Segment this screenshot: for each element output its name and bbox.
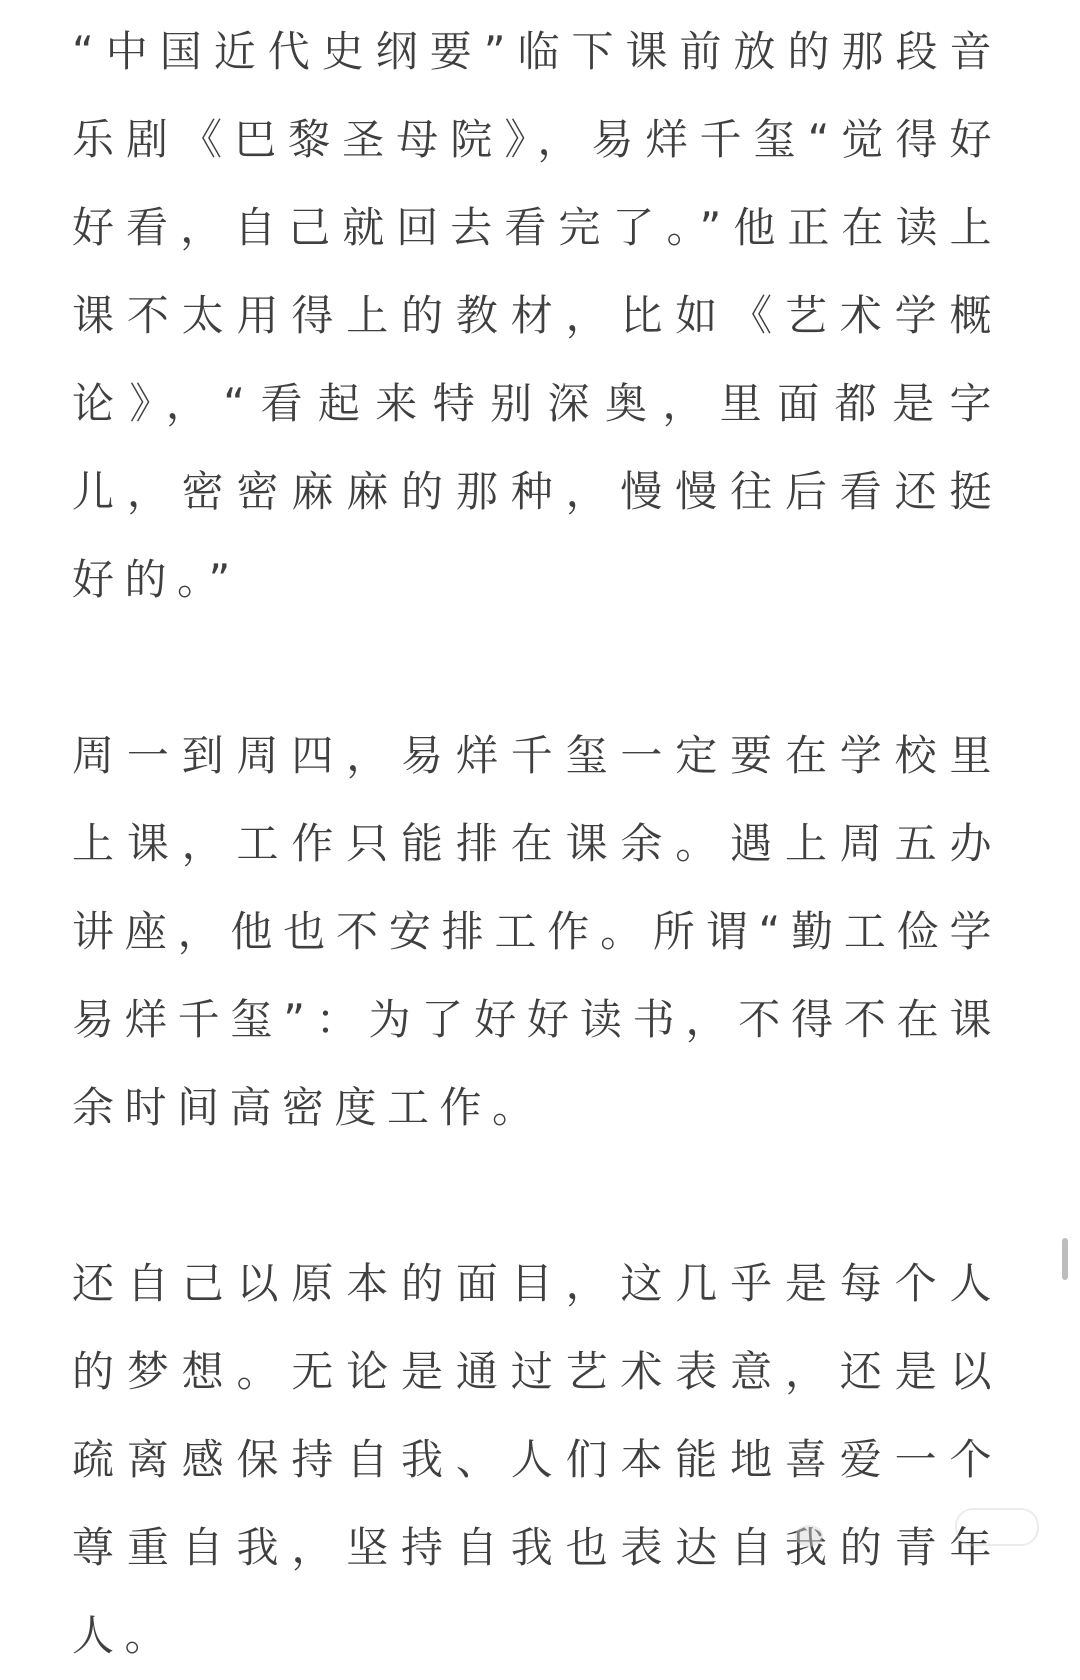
paragraph-1: “中国近代史纲要”临下课前放的那段音乐剧《巴黎圣母院》，易烊千玺“觉得好好看，自己就回去看完了。”他正在读上课不太用得上的教材，比如《艺术学概论》，“看起来特别深奥，里面都是字儿，密密麻麻的那种，慢慢往后看还挺好的。” bbox=[72, 27, 1002, 604]
scrollbar-thumb[interactable] bbox=[1062, 1238, 1068, 1280]
article-body bbox=[72, 8, 1002, 1680]
paragraph-2: 周一到周四，易烊千玺一定要在学校里上课，工作只能排在课余。遇上周五办讲座，他也不安排工作。所谓“勤工俭学易烊千玺”：为了好好读书，不得不在课余时间高密度工作。 bbox=[72, 731, 1002, 1132]
watermark-logo-icon bbox=[795, 1525, 823, 1547]
paragraph-3: 还自己以原本的面目，这几乎是每个人的梦想。无论是通过艺术表意，还是以疏离感保持自我、人们本能地喜爱一个尊重自我，坚持自我也表达自我的青年人。 bbox=[72, 1259, 1002, 1660]
watermark-badge bbox=[955, 1508, 1039, 1546]
